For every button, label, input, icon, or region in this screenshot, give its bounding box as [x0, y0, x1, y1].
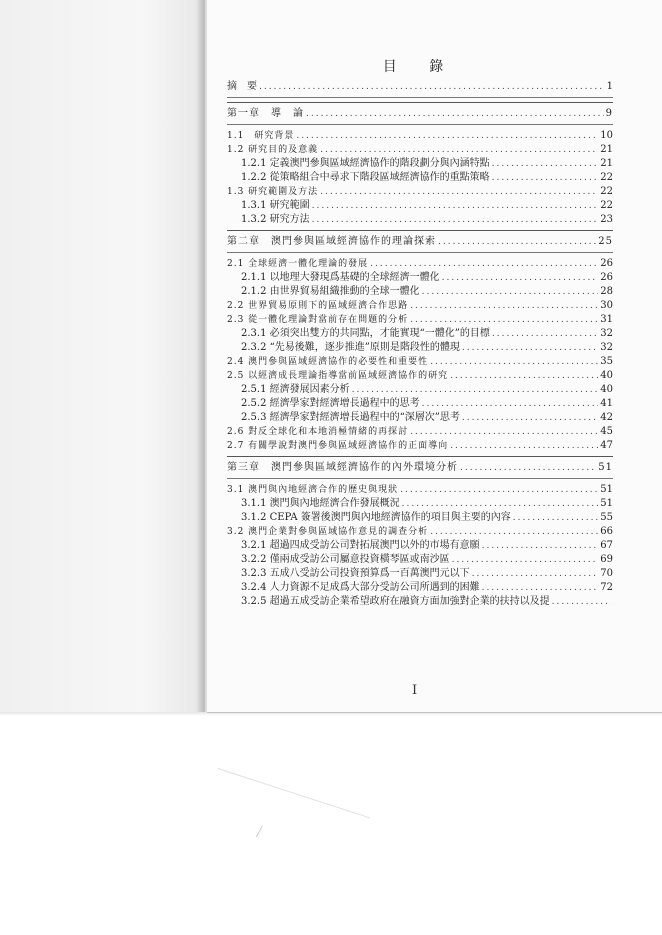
toc-entry — [227, 213, 613, 227]
leader-dots — [442, 271, 599, 285]
leader-dots — [492, 327, 598, 341]
leader-dots — [402, 497, 599, 511]
toc-entry-label: 1.3 研究範圍及方法 — [227, 187, 319, 197]
toc-entry — [227, 355, 613, 369]
toc-entry-label: 2.5 以經濟成長理論指導當前區域經濟協作的研究 — [227, 371, 449, 381]
toc-entry — [227, 369, 613, 383]
toc-entry-page: 32 — [600, 342, 613, 353]
toc-entry-label: 1.2.1 定義澳門參與區域經濟協作的階段劃分與內涵特點 — [241, 158, 490, 169]
toc-chapter-entry — [227, 235, 613, 249]
toc-entry-label: 3.2.3 五成八受訪公司投資預算爲一百萬澳門元以下 — [241, 568, 470, 579]
toc-entry-page: 32 — [600, 328, 613, 339]
leader-dots — [492, 157, 599, 171]
leader-dots — [296, 129, 598, 143]
toc-entry-page: 51 — [598, 462, 613, 473]
leader-dots — [462, 341, 598, 355]
toc-entry — [227, 143, 613, 157]
toc-entry-label: 1.2.2 從策略組合中尋求下階段區域經濟協作的重點策略 — [241, 172, 490, 183]
table-of-contents — [227, 80, 613, 609]
page-bottom-edge — [0, 712, 662, 716]
toc-entry-page: 31 — [600, 314, 613, 325]
toc-entry-label: 3.2.2 僅兩成受訪公司屬意投資橫琴區或南沙區 — [241, 554, 450, 565]
toc-entry-page: 72 — [600, 582, 613, 593]
toc-entry-label: 3.2 澳門企業對參與區域協作意見的調查分析 — [227, 527, 429, 537]
toc-entry-page: 21 — [600, 158, 613, 169]
toc-entry — [227, 80, 613, 94]
chapter-rule — [227, 230, 613, 231]
toc-entry — [227, 425, 613, 439]
toc-entry — [227, 157, 613, 171]
leader-dots — [552, 595, 611, 609]
toc-entry-label: 第一章 導 論 — [227, 108, 304, 119]
toc-entry — [227, 129, 613, 143]
leader-dots — [312, 199, 599, 213]
toc-entry — [227, 595, 613, 609]
toc-entry — [227, 271, 613, 285]
leader-dots — [430, 355, 598, 369]
toc-entry-label: 2.1.1 以地理大發現爲基礎的全球經濟一體化 — [241, 272, 440, 283]
toc-entry-label: 2.3.1 必須突出雙方的共同點，才能實現“一體化”的目標 — [241, 328, 490, 339]
toc-entry — [227, 525, 613, 539]
leader-dots — [352, 383, 599, 397]
toc-entry-label: 2.6 對反全球化和本地消極情緒的再探討 — [227, 427, 409, 437]
toc-entry-page: 1 — [606, 81, 613, 92]
leader-dots — [513, 511, 598, 525]
toc-entry-page: 28 — [600, 286, 613, 297]
toc-entry-page: 9 — [605, 108, 613, 119]
toc-entry-page: 10 — [600, 130, 613, 141]
toc-entry-label: 1.3.2 研究方法 — [241, 214, 310, 225]
toc-entry — [227, 553, 613, 567]
toc-entry-label: 2.5.2 經濟學家對經濟增長過程中的思考 — [241, 398, 420, 409]
toc-entry-page: 70 — [600, 568, 613, 579]
chapter-rule — [227, 478, 613, 479]
toc-entry-page: 22 — [600, 172, 613, 183]
leader-dots — [410, 313, 598, 327]
toc-entry-page: 51 — [600, 498, 613, 509]
leader-dots — [452, 553, 599, 567]
toc-entry-page: 47 — [600, 440, 613, 451]
leader-dots — [422, 397, 599, 411]
toc-entry-page: 69 — [600, 554, 613, 565]
toc-entry-page: 45 — [600, 426, 613, 437]
toc-entry-label: 2.4 澳門參與區域經濟協作的必要性和重要性 — [227, 357, 429, 367]
toc-entry-page: 25 — [598, 236, 613, 247]
leader-dots — [422, 285, 599, 299]
toc-entry-label: 1.1 研究背景 — [227, 131, 295, 141]
toc-entry-label: 2.3 從一體化理論對當前存在問題的分析 — [227, 315, 409, 325]
toc-entry-page: 26 — [600, 258, 613, 269]
toc-entry-label: 1.3.1 研究範圍 — [241, 200, 310, 211]
toc-entry — [227, 185, 613, 199]
scan-ghost-mark: ⟋ — [253, 824, 266, 841]
toc-entry-page: 22 — [600, 200, 613, 211]
toc-entry-page: 41 — [600, 398, 613, 409]
leader-dots — [462, 411, 598, 425]
leader-dots — [450, 439, 598, 453]
leader-dots — [259, 80, 605, 94]
leader-dots — [472, 567, 599, 581]
toc-chapter-entry — [227, 461, 613, 475]
toc-entry-page: 51 — [600, 484, 613, 495]
chapter-rule — [227, 252, 613, 253]
toc-entry-label: 3.1 澳門與內地經濟合作的歷史與現狀 — [227, 485, 399, 495]
toc-entry-page: 35 — [600, 356, 613, 367]
toc-entry — [227, 567, 613, 581]
toc-entry — [227, 397, 613, 411]
toc-entry-label: 1.2 研究目的及意義 — [227, 145, 319, 155]
toc-entry — [227, 327, 613, 341]
leader-dots — [460, 461, 596, 475]
toc-entry-page: 22 — [600, 186, 613, 197]
leader-dots — [320, 143, 598, 157]
toc-entry-label: 2.5.3 經濟學家對經濟增長過程中的“深層次”思考 — [241, 412, 460, 423]
toc-entry-label: 摘 要 — [227, 81, 257, 92]
toc-entry-page: 66 — [600, 526, 613, 537]
chapter-rule — [227, 102, 613, 103]
toc-entry — [227, 511, 613, 525]
toc-entry-label: 3.2.4 人力資源不足成爲大部分受訪公司所遇到的困難 — [241, 582, 480, 593]
toc-entry-label: 3.2.1 超過四成受訪公司對拓展澳門以外的市場有意願 — [241, 540, 480, 551]
toc-entry — [227, 171, 613, 185]
toc-entry — [227, 341, 613, 355]
abstract-rule — [227, 97, 613, 98]
toc-entry-page: 21 — [600, 144, 613, 155]
toc-entry-label: 2.1.2 由世界貿易組織推動的全球一體化 — [241, 286, 420, 297]
toc-entry — [227, 383, 613, 397]
leader-dots — [320, 185, 598, 199]
left-page — [0, 0, 205, 712]
toc-entry — [227, 439, 613, 453]
toc-entry — [227, 313, 613, 327]
toc-entry — [227, 497, 613, 511]
toc-entry-label: 2.7 有關學說對澳門參與區域經濟協作的正面導向 — [227, 441, 449, 451]
toc-entry-label: 第二章 澳門參與區域經濟協作的理論探索 — [227, 236, 436, 247]
page-number: I — [412, 683, 418, 698]
toc-entry — [227, 285, 613, 299]
leader-dots — [430, 525, 598, 539]
leader-dots — [450, 369, 598, 383]
toc-entry — [227, 539, 613, 553]
toc-entry-page: 30 — [600, 300, 613, 311]
toc-entry — [227, 483, 613, 497]
toc-entry-label: 3.2.5 超過五成受訪企業希望政府在融資方面加強對企業的扶持以及提 — [241, 596, 550, 607]
toc-entry-label: 2.5.1 經濟發展因素分析 — [241, 384, 350, 395]
chapter-rule — [227, 456, 613, 457]
toc-entry-label: 3.1.1 澳門與內地經濟合作發展概況 — [241, 498, 400, 509]
toc-entry — [227, 257, 613, 271]
leader-dots — [370, 257, 598, 271]
toc-entry-page: 26 — [600, 272, 613, 283]
toc-entry-label: 2.3.2 “先易後難，逐步推進”原則是階段性的體現 — [241, 342, 460, 353]
toc-entry-page: 40 — [600, 370, 613, 381]
toc-entry-page: 42 — [600, 412, 613, 423]
toc-entry — [227, 299, 613, 313]
toc-entry-label: 2.2 世界貿易原則下的區域經濟合作思路 — [227, 301, 409, 311]
toc-entry-page: 55 — [600, 512, 613, 523]
toc-entry-page: 67 — [600, 540, 613, 551]
toc-entry-label: 第三章 澳門參與區域經濟協作的內外環境分析 — [227, 462, 458, 473]
toc-entry — [227, 411, 613, 425]
toc-entry-page: 40 — [600, 384, 613, 395]
toc-entry — [227, 199, 613, 213]
toc-entry-label: 2.1 全球經濟一體化理論的發展 — [227, 259, 369, 269]
leader-dots — [312, 213, 599, 227]
leader-dots — [482, 539, 599, 553]
leader-dots — [306, 107, 604, 121]
leader-dots — [492, 171, 599, 185]
toc-entry-page: 23 — [600, 214, 613, 225]
toc-entry — [227, 581, 613, 595]
chapter-rule — [227, 124, 613, 125]
leader-dots — [400, 483, 598, 497]
leader-dots — [410, 425, 598, 439]
toc-title: 目 錄 — [382, 59, 458, 75]
leader-dots — [410, 299, 598, 313]
leader-dots — [438, 235, 596, 249]
leader-dots — [482, 581, 599, 595]
toc-chapter-entry — [227, 107, 613, 121]
toc-entry-label: 3.1.2 CEPA 簽署後澳門與內地經濟協作的項目與主要的內容 — [241, 512, 511, 523]
